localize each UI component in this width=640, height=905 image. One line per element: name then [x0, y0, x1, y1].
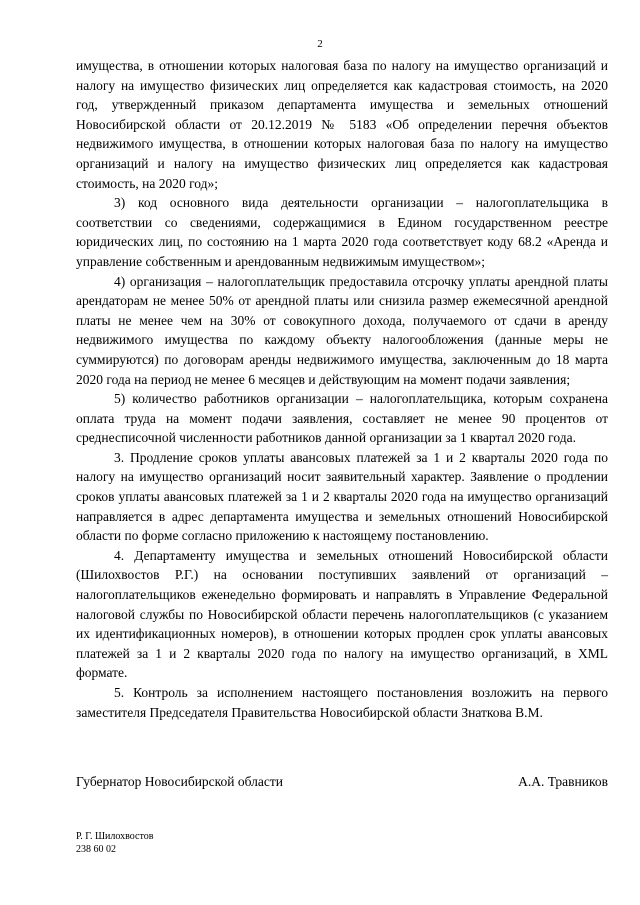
document-body — [76, 56, 608, 722]
signature-block — [76, 772, 608, 791]
paragraph-point-5: 5. Контроль за исполнением настоящего постановления возложить на первого заместителя Председателя Правительства Новосибирской области Знаткова В.М. — [76, 685, 608, 720]
executor-name: Р. Г. Шилохвостов — [76, 831, 154, 842]
paragraph-item-5: 5) количество работников организации – налогоплательщика, которым сохранена оплата труда на момент подачи заявления, составляет не менее 90 процентов от среднесписочной численности работников данной организации за 1 квартал 2020 года. — [76, 391, 608, 446]
executor-phone: 238 60 02 — [76, 844, 116, 855]
paragraph-item-3: 3) код основного вида деятельности организации – налогоплательщика в соответствии со сведениями, содержащимися в Едином государственном реестре юридических лиц, по состоянию на 1 марта 2020 года соответствует коду 68.2 «Аренда и управление собственным и арендованным недвижимым имуществом»; — [76, 195, 608, 269]
paragraph-point-4: 4. Департаменту имущества и земельных отношений Новосибирской области (Шилохвостов Р.Г.) на основании поступивших заявлений от организаций – налогоплательщиков еженедельно формировать и направлять в Управление Федеральной налоговой службы по Новосибирской области перечень налогоплательщиков (с указанием их идентификационных номеров), в отношении которых продлен срок уплаты авансовых платежей за 1 и 2 кварталы 2020 года по налогу на имущество организаций, в XML формате. — [76, 547, 608, 681]
paragraph-item-4: 4) организация – налогоплательщик предоставила отсрочку уплаты арендной платы арендаторам не менее 50% от арендной платы или снизила размер ежемесячной арендной платы не менее чем на 30% от совокупного дохода, получаемого от сдачи в аренду недвижимого имущества по каждому объекту налогообложения (данные меры не суммируются) по договорам аренды недвижимого имущества, заключенным до 18 марта 2020 года на период не менее 6 месяцев и действующим на момент подачи заявления; — [76, 273, 608, 387]
signatory-name: А.А. Травников — [518, 774, 608, 789]
signatory-position: Губернатор Новосибирской области — [76, 774, 284, 789]
paragraph-point-3: 3. Продление сроков уплаты авансовых платежей за 1 и 2 кварталы 2020 года по налогу на имущество организаций носит заявительный характер. Заявление о продлении сроков уплаты авансовых платежей за 1 и 2 кварталы 2020 года на имущество организаций направляется в адрес департамента имущества и земельных отношений Новосибирской области по форме согласно приложению к настоящему постановлению. — [76, 449, 608, 544]
page-number: 2 — [317, 38, 323, 50]
paragraph-continuation: имущества, в отношении которых налоговая база по налогу на имущество организаций и налогу на имущество физических лиц определяется как кадастровая стоимость, на 2020 год, утвержденный приказом департамента имущества и земельных отношений Новосибирской области от 20.12.2019 № 5183 «Об определении перечня объектов недвижимого имущества, в отношении которых налоговая база по налогу на имущество организаций и налогу на имущество физических лиц определяется как кадастровая стоимость, на 2020 год»; — [76, 58, 608, 191]
executor-block — [76, 830, 153, 856]
